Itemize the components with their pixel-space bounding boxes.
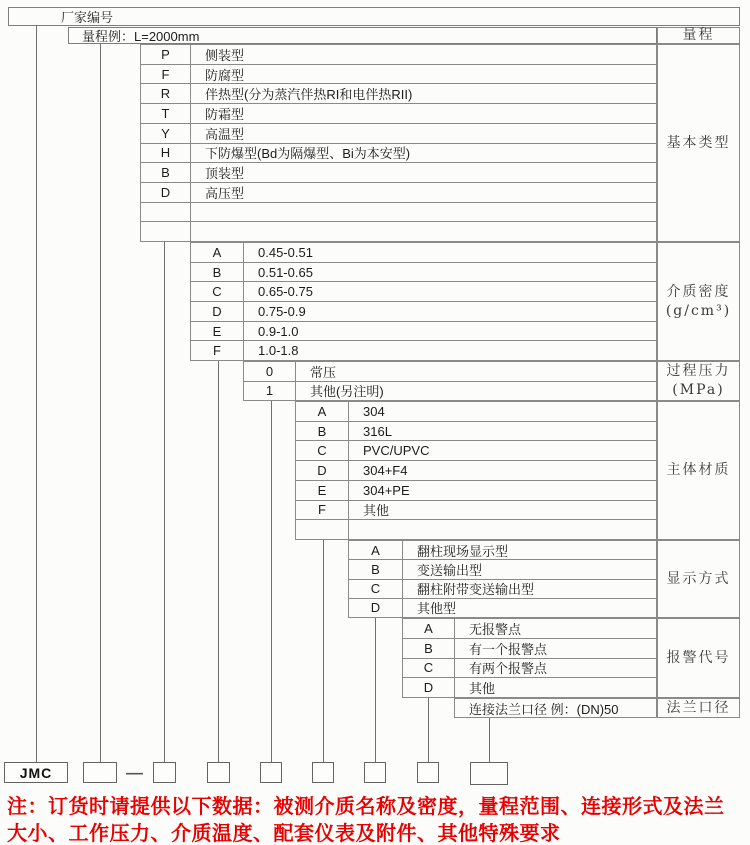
desc-cell: 304+PE <box>363 482 410 498</box>
range-example-row <box>68 27 657 44</box>
model-prefix-box <box>4 762 68 783</box>
desc-cell: 其他 <box>363 503 390 519</box>
desc-cell: 304+F4 <box>363 463 408 479</box>
connector-line <box>428 698 429 762</box>
range-example-text: 量程例：L=2000mm <box>82 29 200 44</box>
connector-line <box>489 718 490 762</box>
code-cell: B <box>296 422 349 441</box>
code-cell: C <box>403 659 455 678</box>
table-row <box>141 163 656 183</box>
desc-cell: 有一个报警点 <box>469 641 548 657</box>
connector-line <box>271 401 272 762</box>
code-cell: E <box>296 481 349 500</box>
table-row <box>455 699 656 717</box>
desc-cell: 翻柱附带变送输出型 <box>417 582 535 598</box>
model-code-box-material <box>312 762 334 783</box>
code-cell: D <box>349 599 403 617</box>
desc-cell: 304 <box>363 403 385 419</box>
desc-cell: 无报警点 <box>469 621 522 637</box>
code-cell: F <box>296 501 349 520</box>
table-row <box>296 402 656 422</box>
side-label-material <box>657 401 740 540</box>
table-row <box>191 302 656 322</box>
side-label-text: (MPa) <box>672 382 725 398</box>
side-label-text: 主体材质 <box>666 462 731 478</box>
desc-cell: 伴热型(分为蒸汽伴热RI和电伴热RII) <box>205 87 413 103</box>
table-row <box>403 639 656 659</box>
table-row <box>403 619 656 639</box>
table-row <box>296 501 656 521</box>
connector-line <box>218 361 219 762</box>
alarm-code-table <box>402 618 657 698</box>
connector-line <box>36 25 37 762</box>
model-code-box-density <box>207 762 230 783</box>
vendor-number-row <box>8 7 740 26</box>
code-cell: F <box>141 65 191 84</box>
desc-cell: 高压型 <box>205 185 245 201</box>
desc-cell: 有两个报警点 <box>469 661 548 677</box>
table-row <box>141 144 656 164</box>
side-label-text: 介质密度 <box>666 283 731 300</box>
model-code-box-flange <box>470 762 508 785</box>
table-row <box>141 222 656 241</box>
table-row <box>191 341 656 360</box>
table-row <box>141 65 656 85</box>
table-row <box>191 322 656 342</box>
desc-cell: 0.75-0.9 <box>258 303 306 319</box>
code-cell: B <box>349 560 403 578</box>
desc-cell: PVC/UPVC <box>363 443 430 459</box>
table-row <box>349 599 656 617</box>
desc-cell: 1.0-1.8 <box>258 343 299 359</box>
table-row <box>244 362 656 382</box>
desc-cell: 其他(另注明) <box>310 384 384 400</box>
side-label-density <box>657 242 740 361</box>
basic-type-table <box>140 44 657 242</box>
code-cell: D <box>296 461 349 480</box>
code-cell: D <box>403 678 455 697</box>
code-cell: F <box>191 341 244 360</box>
table-row <box>141 84 656 104</box>
code-cell: C <box>191 282 244 301</box>
code-cell <box>296 520 349 539</box>
side-label-basic-type <box>657 44 740 242</box>
table-row <box>403 659 656 679</box>
code-cell: T <box>141 104 191 123</box>
model-prefix-text: JMC <box>19 764 53 781</box>
code-cell: A <box>191 243 244 262</box>
flange-size-text: 连接法兰口径 例：(DN)50 <box>469 701 619 717</box>
code-cell: R <box>141 84 191 103</box>
code-cell: Y <box>141 124 191 143</box>
connector-line <box>164 242 165 762</box>
desc-cell: 变送输出型 <box>417 562 483 578</box>
desc-cell: 316L <box>363 423 392 439</box>
note-line: 大小、工作压力、介质温度、配套仪表及附件、其他特殊要求 <box>7 823 561 845</box>
model-code-box-range <box>83 762 117 783</box>
desc-cell: 侧装型 <box>205 47 245 63</box>
side-label-text: 量程 <box>682 27 715 43</box>
side-label-range <box>657 27 740 44</box>
table-row <box>141 104 656 124</box>
side-label-text: 报警代号 <box>666 649 731 666</box>
desc-cell: 0.45-0.51 <box>258 244 313 260</box>
code-cell: D <box>191 302 244 321</box>
table-row <box>191 243 656 263</box>
code-cell: D <box>141 183 191 202</box>
table-row <box>349 580 656 599</box>
model-code-box-display <box>364 762 386 783</box>
side-label-pressure <box>657 361 740 401</box>
model-code-box-pressure <box>260 762 282 783</box>
code-cell: B <box>191 263 244 282</box>
display-mode-table <box>348 540 657 618</box>
code-cell: C <box>349 580 403 598</box>
desc-cell: 0.9-1.0 <box>258 323 299 339</box>
side-label-text: 过程压力 <box>666 363 731 379</box>
code-cell: 0 <box>244 362 296 381</box>
code-cell: A <box>296 402 349 421</box>
material-table <box>295 401 657 540</box>
table-row <box>191 282 656 302</box>
code-cell <box>141 222 191 241</box>
side-label-alarm <box>657 618 740 698</box>
desc-cell: 防霜型 <box>205 106 245 122</box>
desc-cell <box>191 222 656 241</box>
desc-cell: 0.65-0.75 <box>258 284 313 300</box>
side-label-display <box>657 540 740 618</box>
desc-cell <box>349 520 656 539</box>
table-row <box>349 560 656 579</box>
code-cell <box>141 203 191 222</box>
desc-cell: 常压 <box>310 364 337 380</box>
connector-line <box>375 618 376 762</box>
connector-line <box>323 540 324 762</box>
table-row <box>296 481 656 501</box>
table-row <box>191 263 656 283</box>
table-row <box>141 183 656 203</box>
code-cell: A <box>349 541 403 559</box>
table-row <box>403 678 656 697</box>
desc-cell: 顶装型 <box>205 166 245 182</box>
desc-cell: 其他型 <box>417 601 457 617</box>
desc-cell: 翻柱现场显示型 <box>417 543 509 559</box>
table-row <box>296 441 656 461</box>
code-cell: 1 <box>244 382 296 401</box>
table-row <box>349 541 656 560</box>
code-cell: B <box>141 163 191 182</box>
side-label-text: 法兰口径 <box>666 699 731 716</box>
model-code-box-basic-type <box>153 762 176 783</box>
side-label-text: 基本类型 <box>666 134 731 151</box>
code-cell: C <box>296 441 349 460</box>
note-line: 注：订货时请提供以下数据：被测介质名称及密度，量程范围、连接形式及法兰 <box>7 796 725 818</box>
desc-cell <box>191 203 656 222</box>
table-row <box>296 520 656 539</box>
table-row <box>141 124 656 144</box>
code-cell: H <box>141 144 191 163</box>
density-table <box>190 242 657 361</box>
code-cell: B <box>403 639 455 658</box>
side-label-flange <box>657 698 740 718</box>
order-note <box>7 794 747 845</box>
side-label-text: 显示方式 <box>666 570 731 587</box>
table-row <box>141 45 656 65</box>
side-label-text: (g/cm³) <box>665 302 732 319</box>
code-cell: P <box>141 45 191 64</box>
desc-cell: 防腐型 <box>205 67 245 83</box>
desc-cell: 其他 <box>469 681 496 697</box>
code-cell: E <box>191 322 244 341</box>
model-code-box-alarm <box>417 762 439 783</box>
desc-cell: 0.51-0.65 <box>258 264 313 280</box>
table-row <box>141 203 656 223</box>
code-cell: A <box>403 619 455 638</box>
table-row <box>244 382 656 401</box>
table-row <box>296 461 656 481</box>
vendor-number-label: 厂家编号 <box>61 10 114 25</box>
table-row <box>296 422 656 442</box>
desc-cell: 高温型 <box>205 126 245 142</box>
desc-cell: 下防爆型(Bd为隔爆型、Bi为本安型) <box>205 146 411 162</box>
pressure-table <box>243 361 657 401</box>
connector-line <box>100 44 101 762</box>
model-code-separator: — <box>126 762 143 782</box>
flange-size-row <box>454 698 657 718</box>
